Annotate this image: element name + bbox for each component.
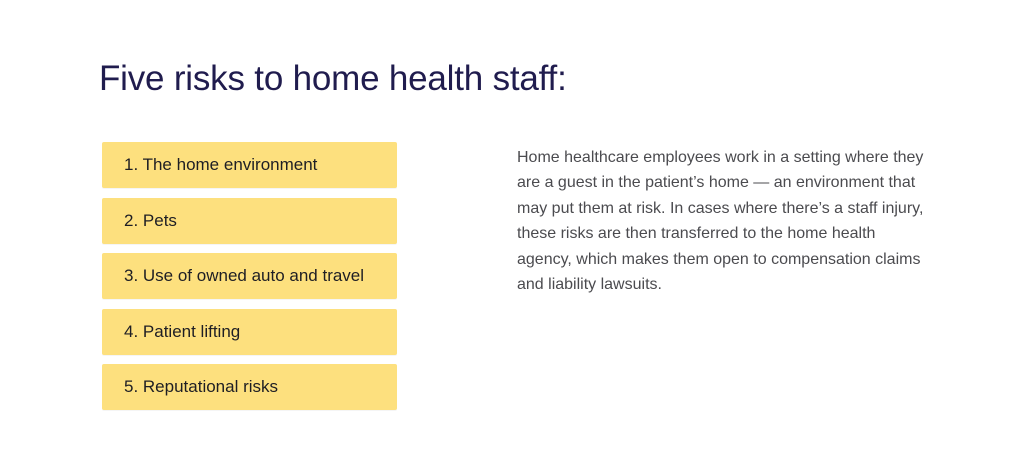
risk-item-reputational xyxy=(102,364,397,410)
risk-item-auto-travel xyxy=(102,253,397,299)
page-title: Five risks to home health staff: xyxy=(99,59,567,98)
risk-item-label: 4. Patient lifting xyxy=(124,321,241,341)
risk-list xyxy=(102,142,397,420)
risk-item-home-environment xyxy=(102,142,397,188)
risk-item-label: 5. Reputational risks xyxy=(124,377,279,396)
risk-item-label: 3. Use of owned auto and travel xyxy=(124,266,365,285)
description-paragraph: Home healthcare employees work in a setting where they are a guest in the patient’s home — an environment that may put them at risk. In cases where there’s a staff injury, these risks are then transferred to the home health agency, which makes them open to compensation claims and liability lawsuits. xyxy=(517,149,924,294)
risk-item-label: 1. The home environment xyxy=(124,155,318,174)
risk-item-pets xyxy=(102,198,397,244)
risk-item-label: 2. Pets xyxy=(124,210,177,230)
risk-item-patient-lifting xyxy=(102,309,397,355)
